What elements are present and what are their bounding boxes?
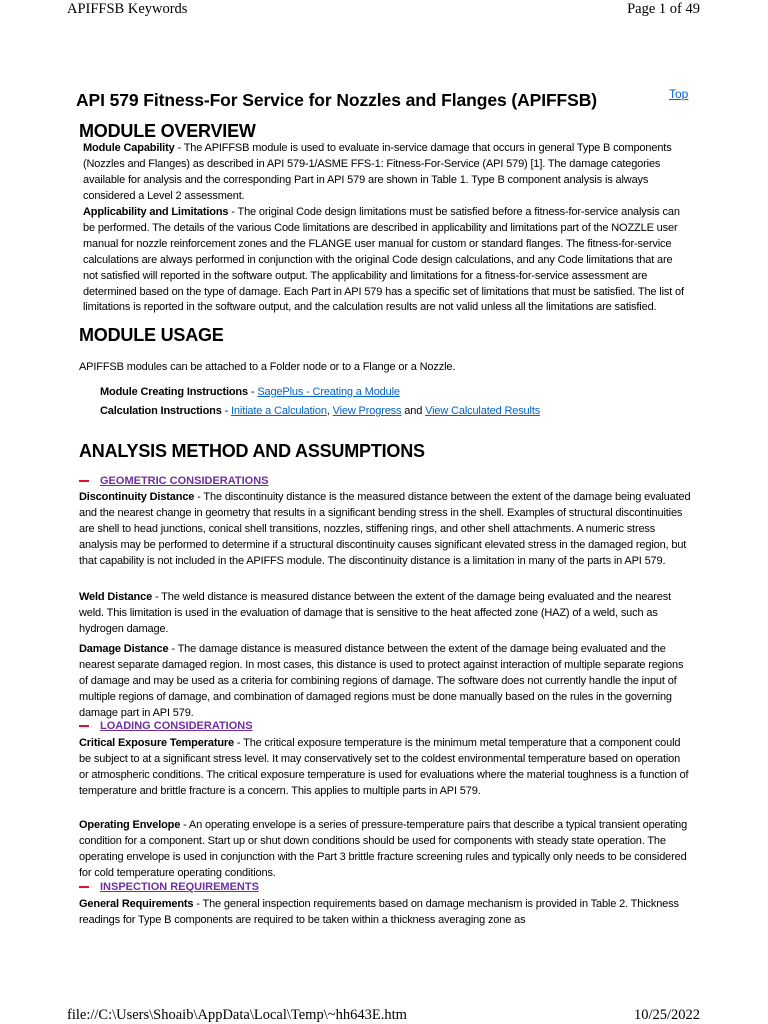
initiate-calculation-link[interactable]: Initiate a Calculation [231,405,327,417]
calc-instructions-sep: - [221,405,232,417]
discontinuity-text: - The discontinuity distance is the measured distance between the extent of the damage being evaluated and the nearest change in geometry that results in a significant bending stress in the shell. Examples of structural discontinuities are shell to head junctions, conical shell transitions, nozzles, stiffening rings, and other shell attachments. A numeric stress analysis may be performed to determine if a structural discontinuity causes significant elevated stress in the damaged region, but that capability is not included in the APIFFS module. The discontinuity distance is a limitation in many of the parts in API 579. [79,491,691,567]
discontinuity-paragraph [79,490,691,570]
weld-distance-text: - The weld distance is measured distance between the extent of the damage being evaluated and the nearest weld. This limitation is used in the evaluation of damage that is sensitive to the heat affected zone (HAZ) of a weld, such as hydrogen damage. [79,591,672,635]
module-usage-heading: MODULE USAGE [79,325,224,345]
module-capability-label: Module Capability [83,142,175,154]
module-overview-heading: MODULE OVERVIEW [79,121,256,141]
page-footer-path: file://C:\Users\Shoaib\AppData\Local\Temp\~hh643E.htm [67,1007,407,1023]
module-creating-label: Module Creating Instructions [100,386,248,398]
calc-and: and [401,405,426,417]
page-title: API 579 Fitness-For Service for Nozzles and Flanges (APIFFSB) [76,90,597,110]
page-footer-date: 10/25/2022 [633,1007,700,1023]
view-progress-link[interactable]: View Progress [332,405,402,417]
operating-envelope-text: - An operating envelope is a series of pressure-temperature pairs that describe a typical transient operating condition for a component. Start up or shut down conditions should be used for components with steady state operation. The operating envelope is used in conjunction with the Part 3 brittle fracture screening rules and typically only needs to be considered for cold temperature operating conditions. [79,819,688,879]
calc-instructions-label: Calculation Instructions [100,405,222,417]
damage-distance-paragraph [79,642,691,722]
applicability-text: - The original Code design limitations must be satisfied before a fitness-for-service analysis can be performed. The details of the various Code limitations are described in applicability and limitations part of the NOZZLE user manual for nozzle reinforcement zones and the FLANGE user manual for custom or standard flanges. The fitness-for-service calculations are always performed in conjunction with the original Code design calculations, and any Code limitations that are not satisfied will reported in the software output. The applicability and limitations for a fitness-for-service assessment are determined based on the type of damage. Each Part in API 579 has a specific set of limitations that must be satisfied. The list of limitations is reported in the software output, and the calculation results are not valid unless all the limitations are satisfied. [83,206,684,314]
general-requirements-paragraph [79,897,691,929]
module-capability-paragraph [83,141,687,205]
usage-intro: APIFFSB modules can be attached to a Folder node or to a Flange or a Nozzle. [79,361,456,373]
module-creating-sep: - [247,386,258,398]
geometric-considerations-heading: GEOMETRIC CONSIDERATIONS [100,475,269,487]
applicability-paragraph [83,205,687,316]
module-capability-text: - The APIFFSB module is used to evaluate in-service damage that occurs in general Type B components (Nozzles and Flanges) as described in API 579-1/ASME FFS-1: Fitness-For-Service (API 579) [1]. The damage categories available for analysis and the corresponding Part in API 579 are shown in Table 1. Type B component analysis is always considered a Level 2 assessment. [83,142,672,202]
weld-distance-paragraph [79,590,691,638]
module-creating-instructions [100,385,700,401]
weld-distance-label: Weld Distance [79,591,153,603]
page-header-page-number: Page 1 of 49 [627,1,700,17]
general-requirements-text: - The general inspection requirements based on damage mechanism is provided in Table 2. Thickness readings for Type B components are required to be taken within a thickness averaging zone as [79,898,679,926]
inspection-bullet-icon [79,886,89,888]
page-header-title: APIFFSB Keywords [67,1,188,17]
damage-distance-label: Damage Distance [79,643,169,655]
critical-exposure-text: - The critical exposure temperature is the minimum metal temperature that a component could be subject to at a significant stress level. It may conservatively set to the coldest environmental temperature based on operation or atmospheric conditions. The critical exposure temperature is used for evaluations where the material toughness is a function of temperature and brittle fracture is a concern. This applies to multiple parts in API 579. [79,737,689,797]
creating-module-link[interactable]: SagePlus - Creating a Module [257,386,400,398]
calculation-instructions [100,404,720,420]
loading-bullet-icon [79,725,89,727]
operating-envelope-paragraph [79,818,691,882]
damage-distance-text: - The damage distance is measured distance between the extent of the damage being evaluated and the nearest separate damaged region. In most cases, this distance is used to protect against interaction of multiple separate regions of damage and may be used as a criteria for combining regions of damage. The software does not currently handle the input of multiple regions of damage, and combination of damaged regions must be done manually based on the rules in the governing damage part in API 579. [79,643,684,719]
operating-envelope-label: Operating Envelope [79,819,181,831]
applicability-label: Applicability and Limitations [83,206,229,218]
loading-considerations-heading: LOADING CONSIDERATIONS [100,720,253,732]
inspection-requirements-heading: INSPECTION REQUIREMENTS [100,881,259,893]
view-calculated-results-link[interactable]: View Calculated Results [425,405,541,417]
top-link[interactable]: Top [669,87,689,101]
calc-comma: , [326,405,333,417]
critical-exposure-paragraph [79,736,691,800]
discontinuity-label: Discontinuity Distance [79,491,195,503]
critical-exposure-label: Critical Exposure Temperature [79,737,234,749]
geometric-bullet-icon [79,480,89,482]
general-requirements-label: General Requirements [79,898,194,910]
analysis-method-heading: ANALYSIS METHOD AND ASSUMPTIONS [79,441,425,461]
